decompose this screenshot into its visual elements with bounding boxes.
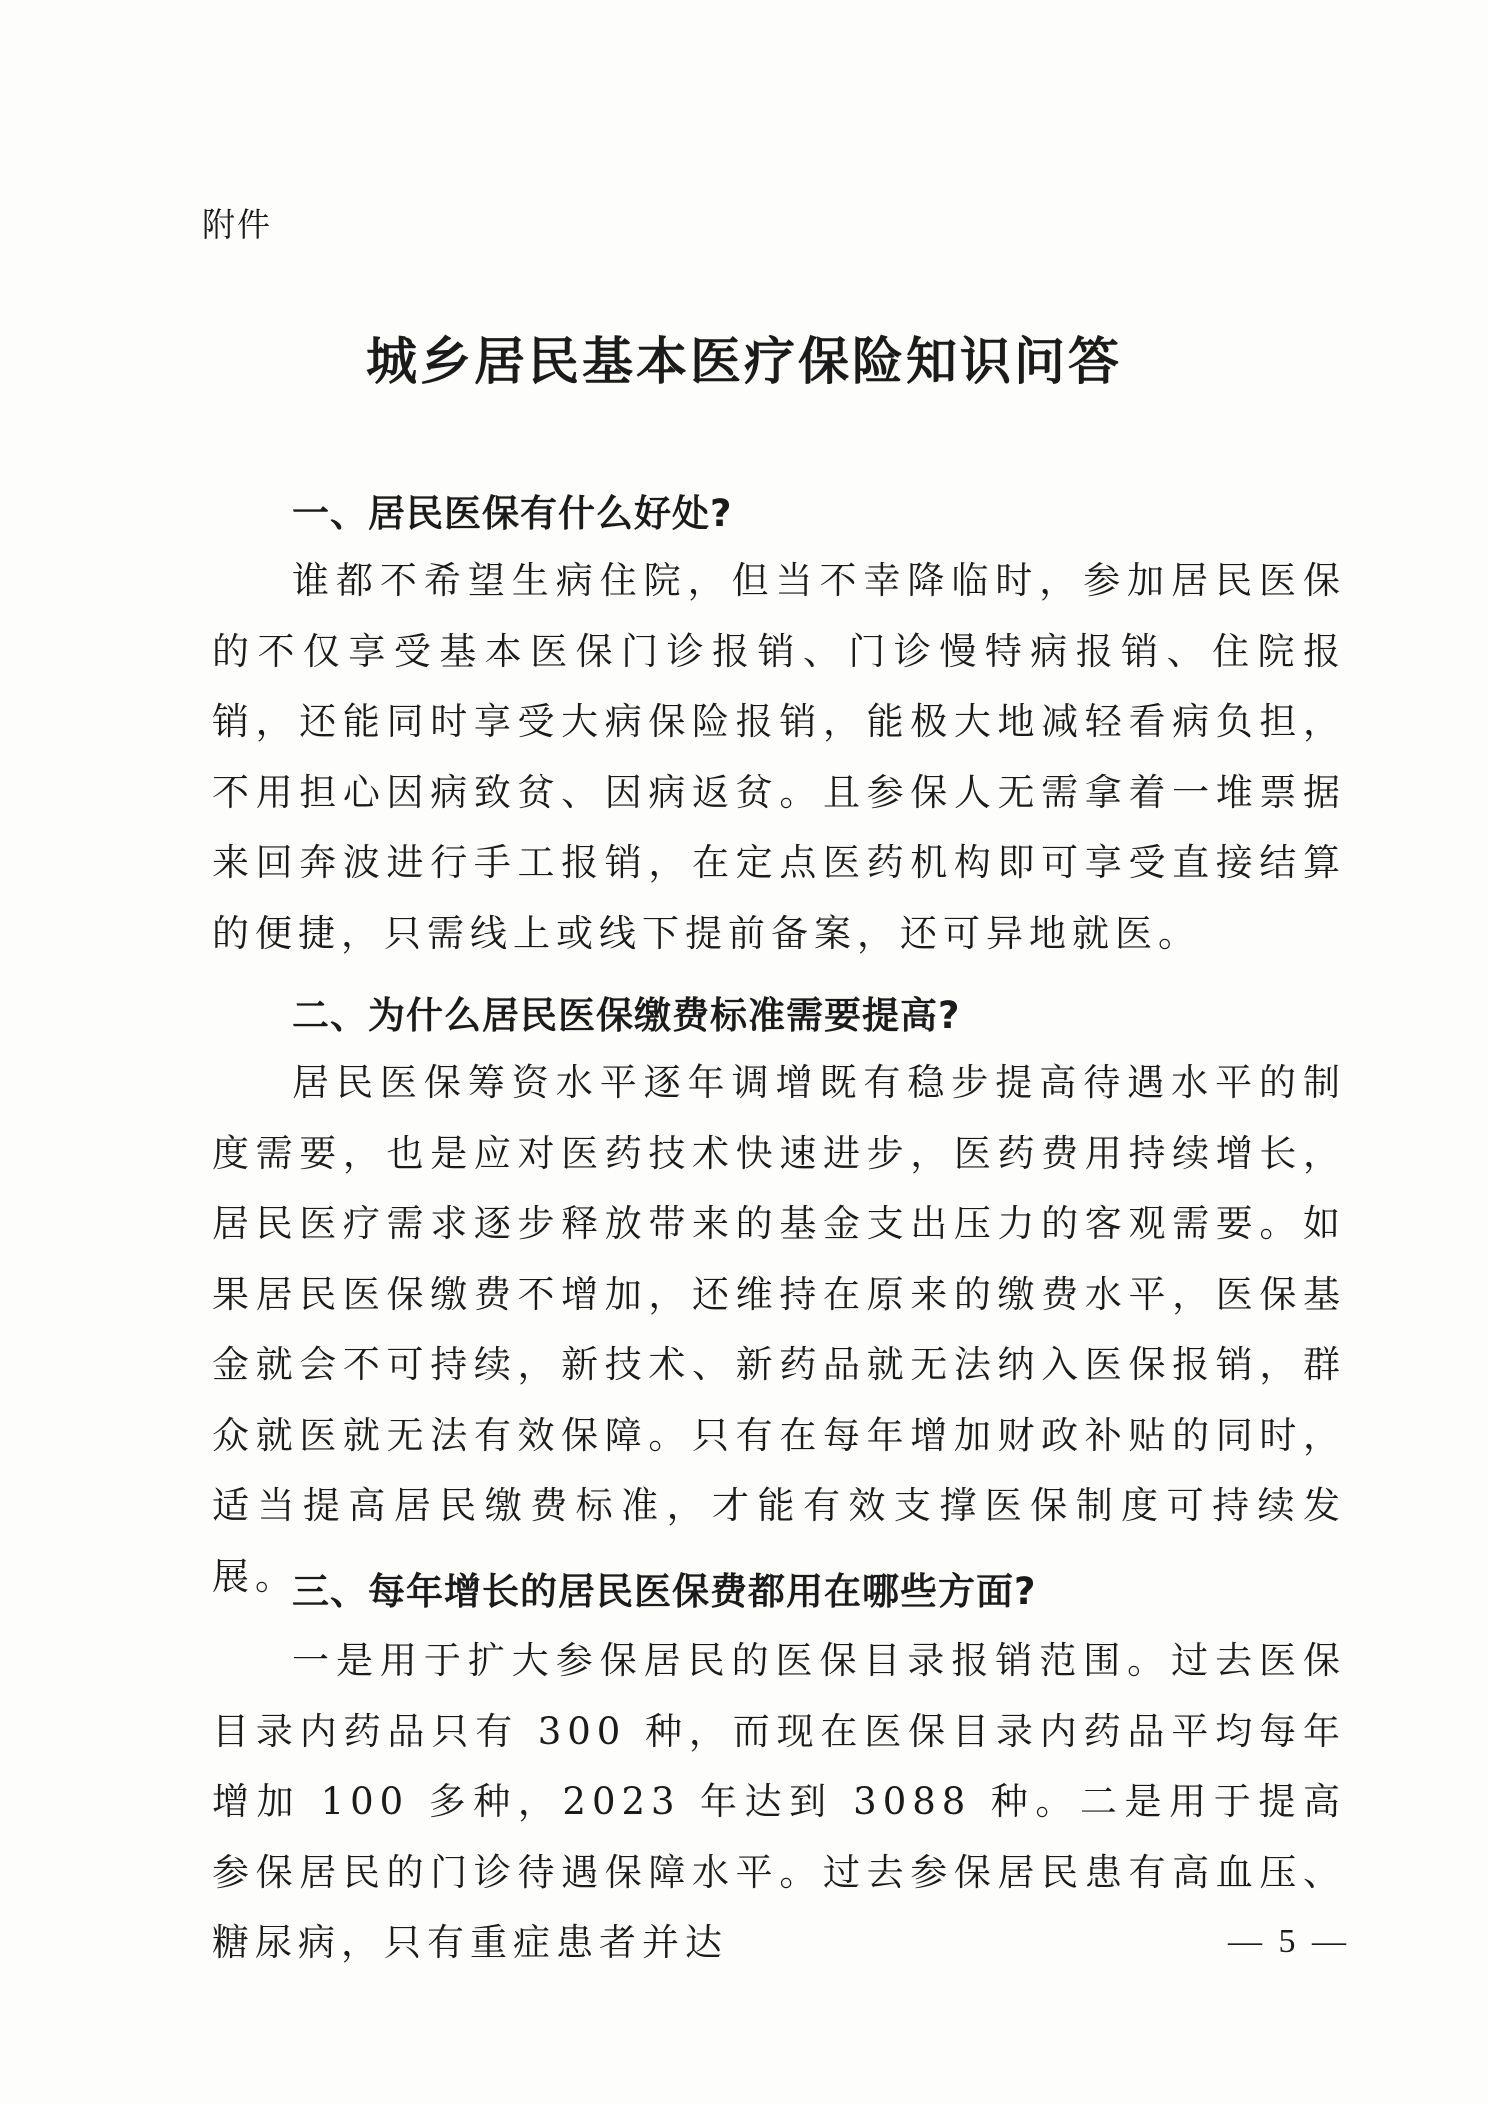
- section-2-heading: 二、为什么居民医保缴费标准需要提高?: [292, 994, 961, 1037]
- section-3-body: 一是用于扩大参保居民的医保目录报销范围。过去医保目录内药品只有 300 种，而现在医保目录内药品平均每年增加 100 多种，2023 年达到 3088 种。二是用于提高参保居民的门诊待遇保障水平。过去参保居民患有高血压、糖尿病，只有重症患者并达: [212, 1639, 1346, 1964]
- page-number: — 5 —: [1228, 1923, 1350, 1960]
- section-2-body: 居民医保筹资水平逐年调增既有稳步提高待遇水平的制度需要，也是应对医药技术快速进步，医药费用持续增长，居民医疗需求逐步释放带来的基金支出压力的客观需要。如果居民医保缴费不增加，还维持在原来的缴费水平，医保基金就会不可持续，新技术、新药品就无法纳入医保报销，群众就医就无法有效保障。只有在每年增加财政补贴的同时，适当提高居民缴费标准，才能有效支撑医保制度可持续发展。: [212, 1061, 1346, 1598]
- document-title: 城乡居民基本医疗保险知识问答: [365, 332, 1122, 392]
- attachment-label: 附件: [202, 205, 272, 244]
- section-3-heading: 三、每年增长的居民医保费都用在哪些方面?: [292, 1570, 1037, 1613]
- section-1-heading: 一、居民医保有什么好处?: [292, 492, 733, 535]
- section-1-body: 谁都不希望生病住院，但当不幸降临时，参加居民医保的不仅享受基本医保门诊报销、门诊慢特病报销、住院报销，还能同时享受大病保险报销，能极大地减轻看病负担，不用担心因病致贫、因病返贫。且参保人无需拿着一堆票据来回奔波进行手工报销，在定点医药机构即可享受直接结算的便捷，只需线上或线下提前备案，还可异地就医。: [212, 559, 1346, 955]
